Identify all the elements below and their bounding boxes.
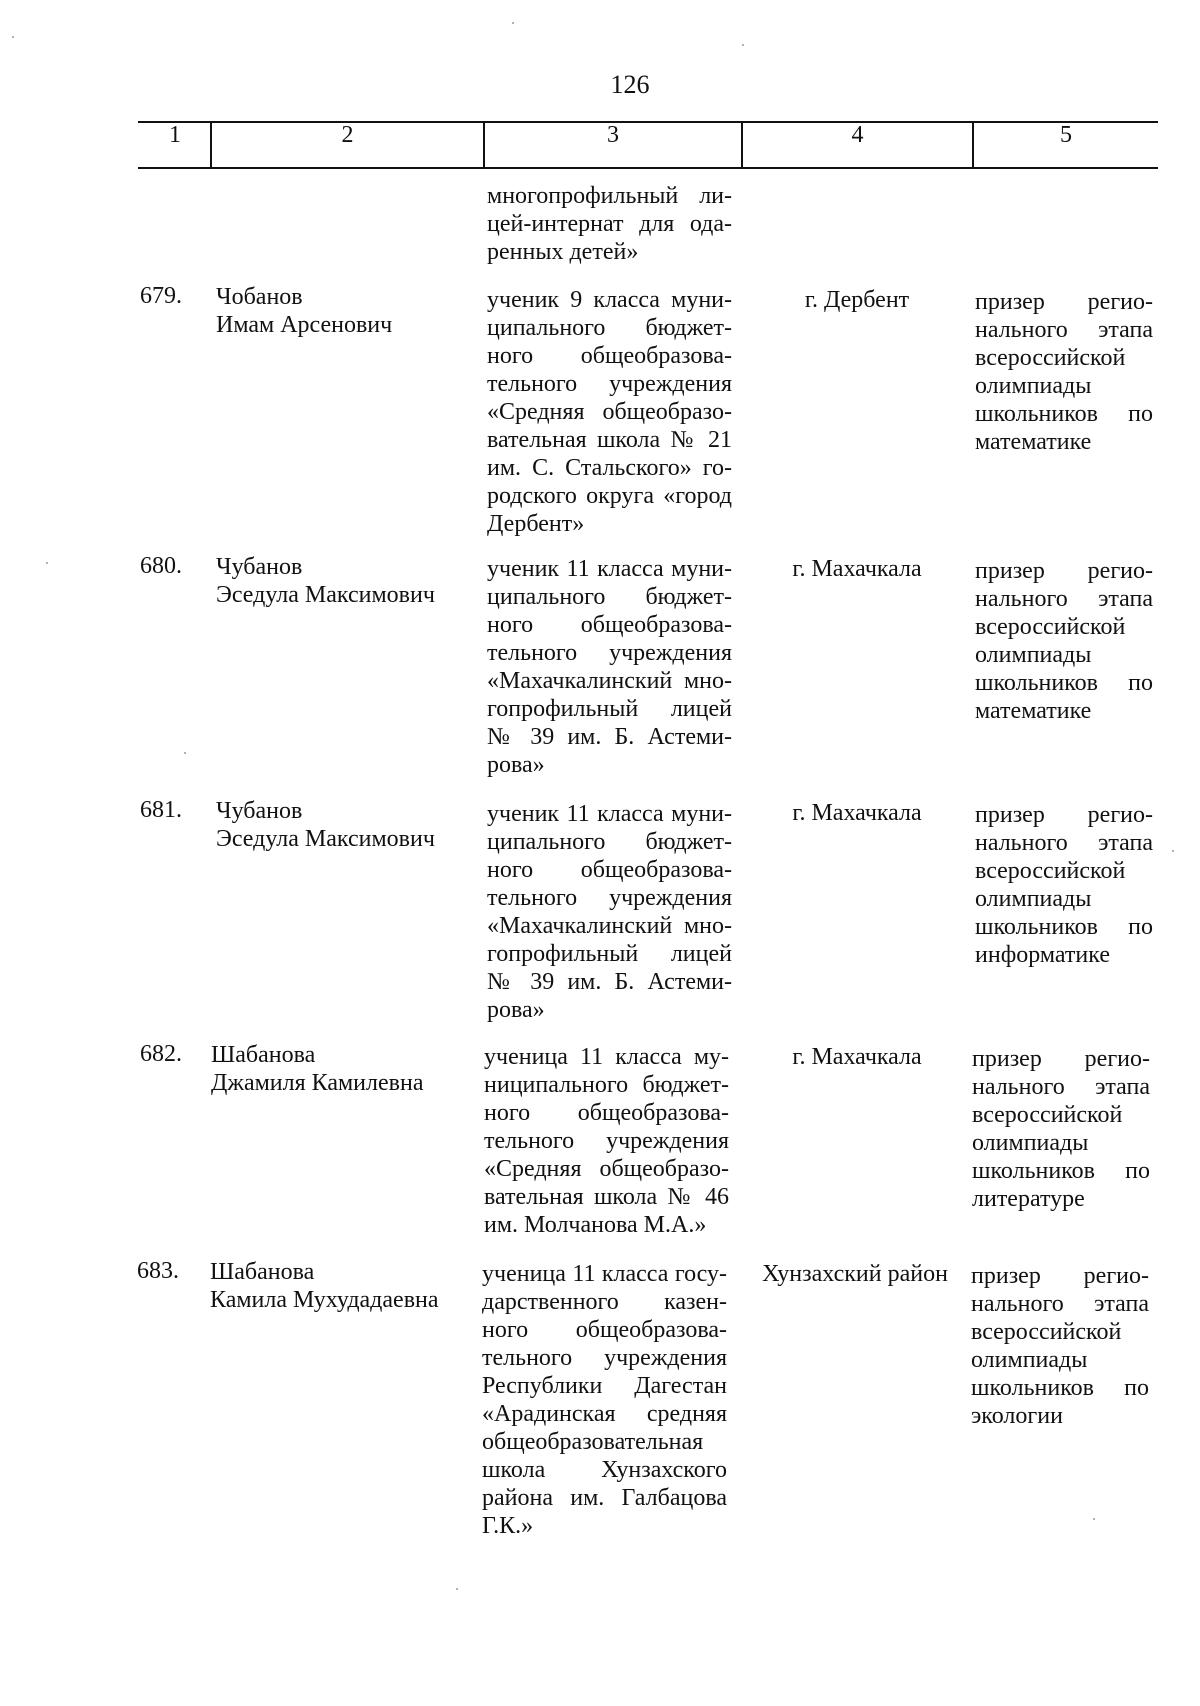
text-line: всероссийской <box>975 858 1126 884</box>
text-line: призер регио- <box>975 289 1153 315</box>
given-names: Эседула Максимович <box>216 826 435 852</box>
text-line: призер регио- <box>972 1046 1150 1072</box>
text-line: призер регио- <box>975 802 1153 828</box>
text-line: школьников по <box>971 1375 1149 1401</box>
person-name <box>211 1041 423 1097</box>
text-line: им. С. Стальского» го- <box>487 455 732 481</box>
text-line: «Махачкалинский мно- <box>487 668 732 694</box>
text-line: литературе <box>972 1186 1085 1212</box>
school-description <box>487 800 732 1024</box>
text-line: ученица 11 класса му- <box>484 1044 729 1070</box>
text-line: гопрофильный лицей <box>487 696 732 722</box>
scan-speck <box>742 44 744 46</box>
header-bottom-rule <box>138 167 1158 169</box>
row-number: 679. <box>140 283 182 309</box>
text-line: школьников по <box>972 1158 1150 1184</box>
text-line: гопрофильный лицей <box>487 941 732 967</box>
surname: Чубанов <box>216 554 303 580</box>
text-line: нального этапа <box>975 586 1153 612</box>
text-line: математике <box>975 429 1092 455</box>
row-number: 681. <box>140 797 182 823</box>
text-line: всероссийской <box>971 1319 1122 1345</box>
row-number: 680. <box>140 553 182 579</box>
header-col-1: 1 <box>169 122 181 148</box>
scan-speck <box>1172 850 1174 852</box>
given-names: Имам Арсенович <box>216 312 393 338</box>
text-line: всероссийской <box>975 614 1126 640</box>
result-description <box>975 288 1153 456</box>
text-line: ного общеобразова- <box>482 1317 727 1343</box>
text-line: ного общеобразова- <box>487 857 732 883</box>
school-description <box>487 555 732 779</box>
text-line: рова» <box>487 752 545 778</box>
continuation-school <box>487 182 732 266</box>
surname: Шабанова <box>211 1042 316 1068</box>
scan-speck <box>1093 1518 1095 1520</box>
scan-speck <box>512 22 514 24</box>
text-line: рова» <box>487 997 545 1023</box>
location: г. Махачкала <box>792 556 922 582</box>
text-line: «Средняя общеобразо- <box>484 1156 729 1182</box>
text-line: ученик 11 класса муни- <box>487 556 732 582</box>
text-line: ного общеобразова- <box>487 612 732 638</box>
location: г. Дербент <box>804 287 910 313</box>
text-line: ученик 11 класса муни- <box>487 801 732 827</box>
text-line: призер регио- <box>975 558 1153 584</box>
result-description <box>971 1262 1149 1430</box>
text-line: вательная школа № 21 <box>487 427 732 453</box>
surname: Чубанов <box>216 798 303 824</box>
text-line: ципального бюджет- <box>487 829 732 855</box>
given-names: Эседула Максимович <box>216 582 435 608</box>
school-description <box>487 286 732 538</box>
text-line: Г.К.» <box>482 1513 534 1539</box>
header-col-3: 3 <box>607 122 619 148</box>
text-line: ципального бюджет- <box>487 584 732 610</box>
given-names: Камила Мухудадаевна <box>210 1287 439 1313</box>
text-line: «Арадинская средняя <box>482 1401 727 1427</box>
location: Хунзахский район <box>762 1261 948 1287</box>
text-line: всероссийской <box>975 345 1126 371</box>
text-line: ного общеобразова- <box>484 1100 729 1126</box>
text-line: Дербент» <box>487 511 585 537</box>
text-line: «Средняя общеобразо- <box>487 399 732 425</box>
page-number: 126 <box>610 70 650 99</box>
scan-speck <box>46 562 48 564</box>
text-line: олимпиады <box>971 1347 1088 1373</box>
person-name <box>216 283 392 339</box>
school-description <box>482 1260 727 1540</box>
text-line: олимпиады <box>975 642 1092 668</box>
text-line: цей-интернат для ода- <box>487 211 732 237</box>
text-line: ного общеобразова- <box>487 343 732 369</box>
text-line: дарственного казен- <box>482 1289 727 1315</box>
text-line: экологии <box>971 1403 1063 1429</box>
text-line: математике <box>975 698 1092 724</box>
text-line: нального этапа <box>975 830 1153 856</box>
text-line: ципального бюджет- <box>487 315 732 341</box>
school-description <box>484 1043 729 1239</box>
text-line: общеобразовательная <box>482 1429 704 1455</box>
text-line: вательная школа № 46 <box>484 1184 729 1210</box>
text-line: тельного учреждения <box>487 640 732 666</box>
text-line: тельного учреждения <box>482 1345 727 1371</box>
person-name <box>216 553 435 609</box>
text-line: информатике <box>975 942 1110 968</box>
scan-speck <box>12 36 14 38</box>
result-description <box>975 557 1153 725</box>
text-line: ученик 9 класса муни- <box>487 287 732 313</box>
scan-speck <box>456 1588 458 1590</box>
text-line: ренных детей» <box>487 239 639 265</box>
text-line: всероссийской <box>972 1102 1123 1128</box>
text-line: тельного учреждения <box>487 885 732 911</box>
text-line: школьников по <box>975 914 1153 940</box>
header-col-4: 4 <box>851 122 864 148</box>
scan-speck <box>184 752 186 754</box>
surname: Шабанова <box>210 1259 315 1285</box>
text-line: школьников по <box>975 670 1153 696</box>
text-line: тельного учреждения <box>487 371 732 397</box>
text-line: нального этапа <box>975 317 1153 343</box>
result-description <box>975 801 1153 969</box>
text-line: «Махачкалинский мно- <box>487 913 732 939</box>
text-line: № 39 им. Б. Астеми- <box>487 969 732 995</box>
text-line: нального этапа <box>971 1291 1149 1317</box>
text-line: им. Молчанова М.А.» <box>484 1212 707 1238</box>
header-col-2: 2 <box>341 122 354 148</box>
header-col-5: 5 <box>1060 122 1072 148</box>
text-line: тельного учреждения <box>484 1128 729 1154</box>
row-number: 682. <box>140 1041 182 1067</box>
text-line: олимпиады <box>975 886 1092 912</box>
text-line: родского округа «город <box>487 483 732 509</box>
text-line: призер регио- <box>971 1263 1149 1289</box>
given-names: Джамиля Камилевна <box>211 1070 424 1096</box>
person-name <box>216 797 435 853</box>
text-line: олимпиады <box>975 373 1092 399</box>
text-line: школьников по <box>975 401 1153 427</box>
text-line: многопрофильный ли- <box>487 183 732 209</box>
text-line: ниципального бюджет- <box>484 1072 729 1098</box>
surname: Чобанов <box>216 284 303 310</box>
text-line: Республики Дагестан <box>482 1373 727 1399</box>
text-line: школа Хунзахского <box>482 1457 727 1483</box>
location: г. Махачкала <box>792 800 922 826</box>
location: г. Махачкала <box>792 1044 922 1070</box>
text-line: нального этапа <box>972 1074 1150 1100</box>
text-line: района им. Галбацова <box>482 1485 727 1511</box>
row-number: 683. <box>137 1258 179 1284</box>
text-line: ученица 11 класса госу- <box>482 1261 727 1287</box>
person-name <box>210 1258 439 1314</box>
text-line: № 39 им. Б. Астеми- <box>487 724 732 750</box>
text-line: олимпиады <box>972 1130 1089 1156</box>
result-description <box>972 1045 1150 1213</box>
